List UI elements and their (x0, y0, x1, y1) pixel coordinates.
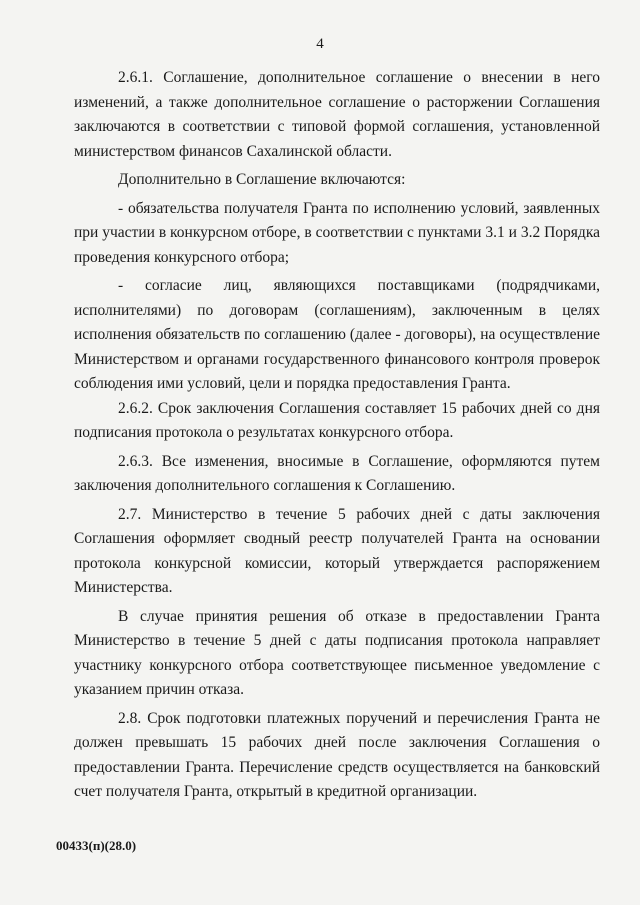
paragraph-obligations-item: - обязательства получателя Гранта по исполнению условий, заявленных при участии в конкурсном отборе, в соответствии с пунктами 3.1 и 3.2 Порядка проведения конкурсного отбора; (74, 199, 600, 266)
paragraph-2-6-2: 2.6.2. Срок заключения Соглашения составляет 15 рабочих дней со дня подписания протокола о результатах конкурсного отбора. (74, 399, 600, 441)
paragraph-2-8: 2.8. Срок подготовки платежных поручений и перечисления Гранта не должен превышать 15 рабочих дней после заключения Соглашения о предоставлении Гранта. Перечисление средств осуществляется на банковский счет получателя Гранта, открытый в кредитной организации. (74, 709, 600, 800)
page-number: 4 (316, 36, 324, 52)
paragraph-additional-intro: Дополнительно в Соглашение включаются: (118, 171, 406, 188)
document-body (74, 66, 600, 805)
paragraph-2-7: 2.7. Министерство в течение 5 рабочих дней с даты заключения Соглашения оформляет сводный реестр получателей Гранта на основании протокола конкурсной комиссии, который утверждается распоряжением Министерства. (74, 505, 600, 596)
footer-document-code: 00433(п)(28.0) (56, 838, 137, 853)
paragraph-2-6-3: 2.6.3. Все изменения, вносимые в Соглашение, оформляются путем заключения дополнительного соглашения к Соглашению. (74, 452, 600, 494)
paragraph-consent-item: - согласие лиц, являющихся поставщиками (подрядчиками, исполнителями) по договорам (соглашениям), заключенным в целях исполнения обязательств по соглашению (далее - договоры), на осуществление Министерством и органами государственного финансового контроля проверок соблюдения ими условий, цели и порядка предоставления Гранта. (74, 277, 600, 392)
paragraph-refusal: В случае принятия решения об отказе в предоставлении Гранта Министерство в течение 5 дней с даты подписания протокола направляет участнику конкурсного отбора соответствующее письменное уведомление с указанием причин отказа. (74, 607, 600, 698)
paragraph-2-6-1: 2.6.1. Соглашение, дополнительное соглашение о внесении в него изменений, а также дополнительное соглашение о расторжении Соглашения заключаются в соответствии с типовой формой соглашения, установленной министерством финансов Сахалинской области. (74, 69, 600, 160)
